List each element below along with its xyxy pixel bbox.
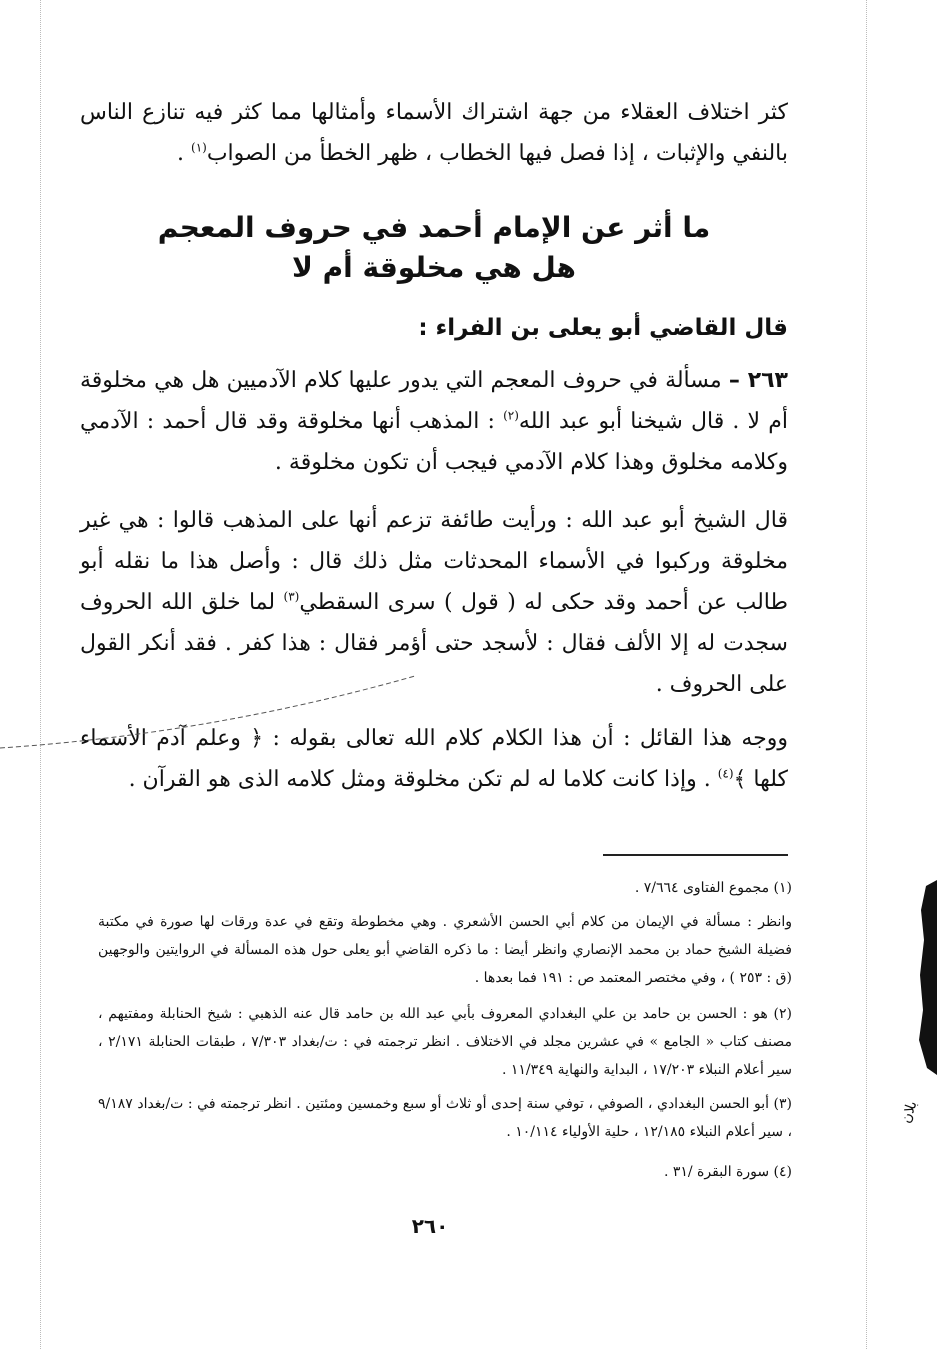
margin-handwriting: بلان [897,1098,921,1126]
scan-artifact-line [866,0,867,1349]
section-number: ٢٦٣ – [728,368,788,393]
footnote-4: (٤) سورة البقرة /٣١ . [663,1164,792,1180]
paragraph-sheikh: قال الشيخ أبو عبد الله : ورأيت طائفة تزعم أنها على المذهب قالوا : هي غير مخلوقة وركبوا في الأسماء المحدثات مثل ذلك قال : وأصل هذا ما نقله أبو طالب عن أحمد وقد حكى له ( قول ) سرى السقطي$^{(٣)}$ لما خلق الله الحروف سجدت له إلا الألف فقال : لأسجد حتى أؤمر فقال : هذا كفر . فقد أنكر القول على الحروف . [80,508,788,697]
intro-paragraph: كثر اختلاف العقلاء من جهة اشتراك الأسماء وأمثالها مما كثر فيه تنازع الناس بالنفي والإثبات ، إذا فصل فيها الخطاب ، ظهر الخطأ من الصواب$^{(١)}$ . [80,100,788,166]
page-number: ٢٦٠ [411,1214,449,1238]
chapter-heading-line2: هل هي مخلوقة أم لا [292,251,576,284]
footnote-ref: (١) [191,140,207,155]
footnote-ref: (٢) [503,408,519,423]
footnote-1-continued: وانظر : مسألة في الإيمان من كلام أبي الحسن الأشعري . وهي مخطوطة وتقع في عدة ورقات لها صورة في مكتبة فضيلة الشيخ حماد بن محمد الإنصاري وانظر أيضا : ما ذكره القاضي أبو يعلى حول هذه المسألة في الروايتين والوجهين (ق : ٢٥٣ ) ، وفي مختصر المعتمد ص : ١٩١ فما بعدها . [98,914,792,986]
footnote-ref: (٣) [283,589,300,604]
footnote-1: (١) مجموع الفتاوى ٧/٦٦٤ . [634,880,792,896]
footnote-3: (٣) أبو الحسن البغدادي ، الصوفي ، توفي سنة إحدى أو ثلاث أو سبع وخمسين ومئتين . انظر ترجمته في : ت/بغداد ٩/١٨٧ ، سير أعلام النبلاء ١٢/١٨٥ ، حلية الأولياء ١٠/١١٤ . [98,1096,792,1140]
chapter-heading-line1: ما أثر عن الإمام أحمد في حروف المعجم [157,211,711,244]
footnote-2: (٢) هو : الحسن بن حامد بن علي البغدادي المعروف بأبي عبد الله بن حامد قال عنه الذهبي : شيخ الحنابلة ومفتيهم ، مصنف كتاب « الجامع » في عشرين مجلد في الاختلاف . انظر ترجمته في : ت/بغداد ٧/٣٠٣ ، طبقات الحنابلة ٢/١٧١ ، سير أعلام النبلاء ١٧/٢٠٣ ، البداية والنهاية ١١/٣٤٩ . [98,1006,793,1078]
paragraph-argument: ووجه هذا القائل : أن هذا الكلام كلام الله تعالى بقوله : ﴿ وعلم آدم الأسماء كلها ﴾$^{(٤)}$ . وإذا كانت كلاما له لم تكن مخلوقة ومثل كلامه الذى هو القرآن . [80,726,788,792]
sub-heading: قال القاضي أبو يعلى بن الفراء : [418,315,788,341]
scan-edge-blot [918,880,937,1075]
footnote-separator [603,854,788,856]
footnote-ref: (٤) [717,766,734,781]
paragraph-263: ٢٦٣ – مسألة في حروف المعجم التي يدور عليها كلام الآدميين هل هي مخلوقة أم لا . قال شيخنا أبو عبد الله$^{(٢)}$ : المذهب أنها مخلوقة وقد قال أحمد : الآدمي وكلامه مخلوق وهذا كلام الآدمي فيجب أن تكون مخلوقة . [80,368,788,475]
pen-stroke-mark [0,670,420,750]
